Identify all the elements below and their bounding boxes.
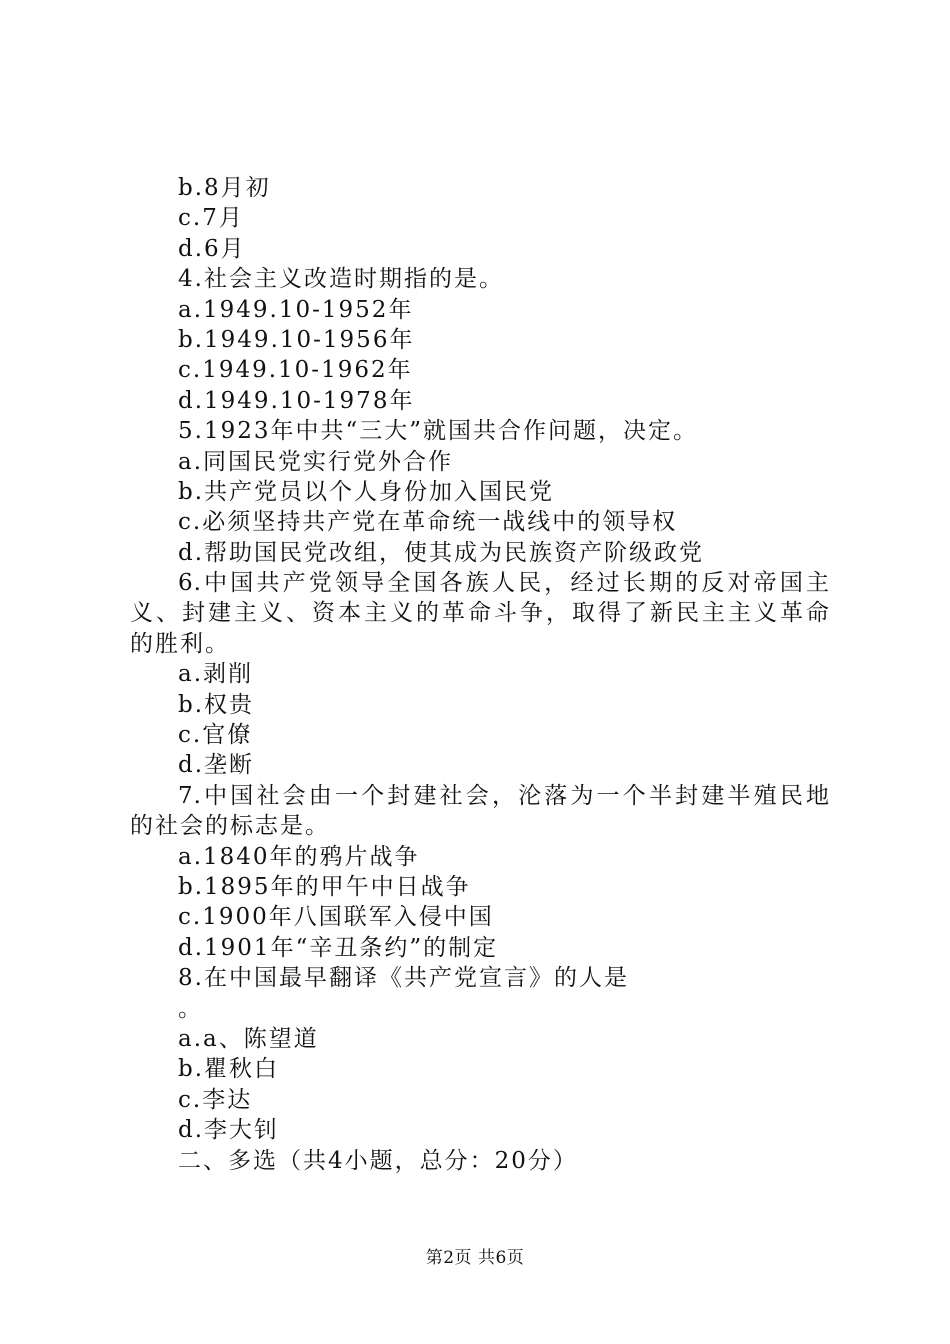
text-line: c.7月: [178, 205, 244, 232]
text-line: b.1895年的甲午中日战争: [178, 873, 471, 900]
text-line: d.垄断: [178, 752, 255, 779]
text-line: d.6月: [178, 235, 246, 262]
text-line: c.必须坚持共产党在革命统一战线中的领导权: [178, 509, 678, 536]
text-line: a.1840年的鸦片战争: [178, 843, 420, 870]
text-line: a.a、陈望道: [178, 1025, 319, 1052]
page-footer: 第2页 共6页: [425, 1248, 525, 1268]
text-line: 8.在中国最早翻译《共产党宣言》的人是: [178, 965, 629, 992]
text-line: b.共产党员以个人身份加入国民党: [178, 478, 555, 505]
text-line: b.8月初: [178, 175, 271, 201]
text-line: 5.1923年中共“三大”就国共合作问题，决定。: [178, 418, 698, 445]
text-line: 。: [178, 995, 203, 1022]
text-line: 7.中国社会由一个封建社会，沦落为一个半封建半殖民地: [178, 782, 830, 809]
text-line: 4.社会主义改造时期指的是。: [178, 266, 504, 293]
text-line: a.1949.10-1952年: [178, 296, 414, 323]
text-line: 的胜利。: [130, 630, 230, 657]
text-line: d.1949.10-1978年: [178, 387, 415, 414]
text-line: c.1900年八国联军入侵中国: [178, 904, 494, 931]
text-line: a.同国民党实行党外合作: [178, 448, 454, 475]
text-line: b.瞿秋白: [178, 1056, 280, 1083]
text-line: a.剥削: [178, 661, 254, 688]
text-line: 6.中国共产党领导全国各族人民，经过长期的反对帝国主: [178, 570, 830, 597]
text-line: b.权贵: [178, 691, 255, 718]
text-line: c.官僚: [178, 722, 253, 749]
text-line: d.帮助国民党改组，使其成为民族资产阶级政党: [178, 539, 705, 566]
text-line: d.1901年“辛丑条约”的制定: [178, 934, 499, 961]
text-line: 二、多选（共4小题，总分：20分）: [178, 1147, 578, 1174]
text-line: c.1949.10-1962年: [178, 357, 413, 384]
text-line: 的社会的标志是。: [130, 813, 330, 840]
text-line: b.1949.10-1956年: [178, 326, 415, 353]
text-line: c.李达: [178, 1086, 253, 1113]
text-line: 义、封建主义、资本主义的革命斗争，取得了新民主主义革命: [130, 600, 830, 627]
text-line: d.李大钊: [178, 1117, 280, 1144]
document-body: [130, 173, 830, 1176]
